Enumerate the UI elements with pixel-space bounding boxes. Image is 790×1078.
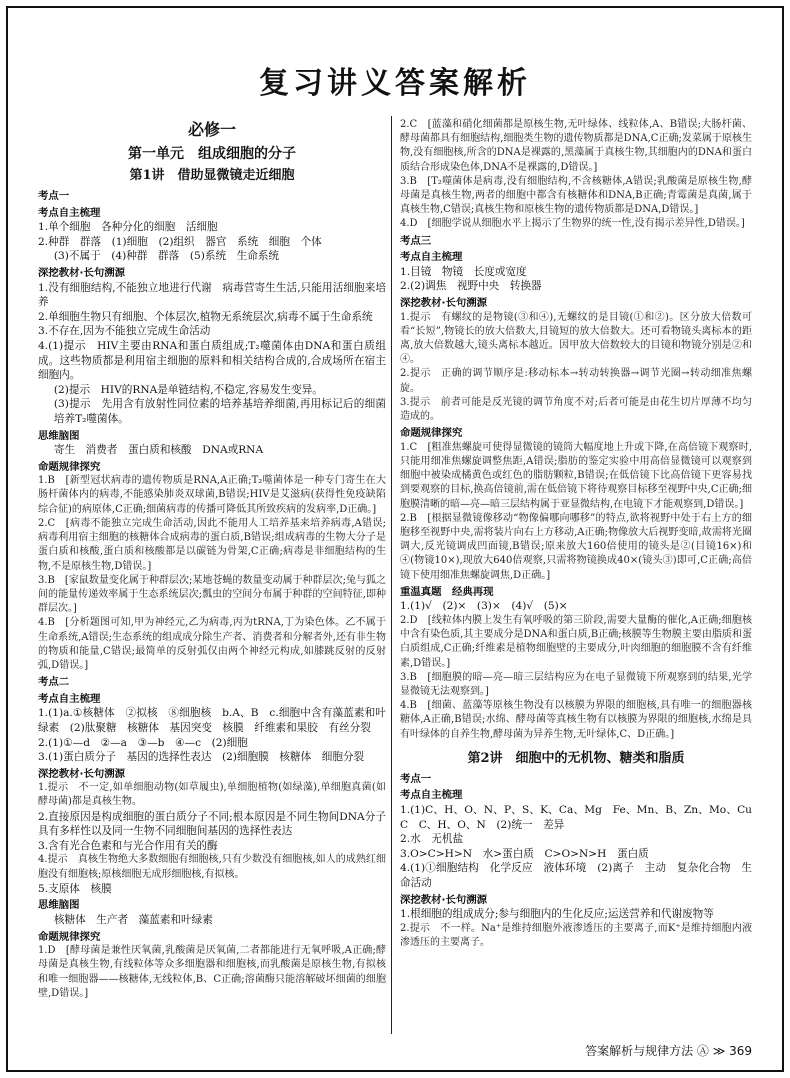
answer-line: 4.(1)提示 HIV主要由RNA和蛋白质组成;T₂噬菌体由DNA和蛋白质组成。这些物质都是利用宿主细胞的原料和相关结构合成的,合成场所在宿主细胞内。 bbox=[38, 339, 386, 382]
answer-line: 1.(1)√ (2)× (3)× (4)√ (5)× bbox=[400, 600, 568, 613]
section-heading: 命题规律探究 bbox=[400, 427, 463, 440]
section-heading: 考点自主梳理 bbox=[400, 789, 463, 802]
answer-line: 2.(2)调焦 视野中央 转换器 bbox=[400, 280, 542, 293]
answer-explanation: 2.C [病毒不能独立完成生命活动,因此不能用人工培养基来培养病毒,A错误;病毒利用宿主细胞的核糖体合成病毒的蛋白质,B错误;组成病毒的生物大分子是蛋白质和核酸,蛋白质和核酸都是以碳链为骨架,C正确;病毒是非细胞结构的生物,不是原核生物,D错误。] bbox=[38, 517, 386, 572]
answer-line: 1.(1)a.①核糖体 ②拟核 ⑧细胞核 b.A、B c.细胞中含有藻蓝素和叶绿素 (2)肽聚糖 核糖体 基因突变 核膜 纤维素和果胶 有丝分裂 bbox=[38, 707, 386, 734]
answer-explanation: 4.D [细胞学说从细胞水平上揭示了生物界的统一性,没有揭示差异性,D错误。] bbox=[400, 218, 745, 230]
answer-explanation: 3.B [T₂噬菌体是病毒,没有细胞结构,不含核糖体,A错误;乳酸菌是原核生物,酵母菌是真核生物,两者的细胞中都含有核糖体和DNA,B正确;青霉菌是真菌,属于真核生物,C错误;真核生物和原核生物的遗传物质都是DNA,D错误。] bbox=[400, 175, 752, 216]
answer-explanation: 2.提示 不一样。Na⁺是维持细胞外液渗透压的主要离子,而K⁺是维持细胞内液渗透压的主要离子。 bbox=[400, 922, 752, 948]
right-content-top bbox=[400, 118, 752, 742]
section-heading: 深挖教材·长句溯源 bbox=[38, 266, 126, 279]
answer-explanation: 3.提示 前者可能是反光镜的调节角度不对;后者可能是由花生切片厚薄不均匀造成的。 bbox=[400, 396, 752, 423]
answer-line: 2.(1)①—d ②—a ③—b ④—c (2)细胞 bbox=[38, 736, 248, 749]
page-footer: 答案解析与规律方法 Ⓐ ≫ 369 bbox=[585, 1044, 752, 1058]
answer-line: 2.水 无机盐 bbox=[400, 833, 464, 846]
answer-line: (3)提示 先用含有放射性同位素的培养基培养细菌,再用标记后的细菌培养T₂噬菌体。 bbox=[53, 398, 386, 425]
answer-explanation: 3.B [家鼠数量变化属于种群层次;某地苍蝇的数量变动属于种群层次;兔与狐之间的能量传递效率属于生态系统层次;瓢虫的空间分布属于种群的空间特征,即种群层次。] bbox=[38, 574, 386, 615]
left-content bbox=[38, 189, 386, 1001]
section-heading: 考点一 bbox=[400, 772, 432, 785]
answer-explanation: 4.提示 真核生物绝大多数细胞有细胞核,只有少数没有细胞核,如人的成熟红细胞没有细胞核;原核细胞无成形细胞核,有拟核。 bbox=[38, 854, 386, 880]
unit-title: 第一单元 组成细胞的分子 bbox=[128, 146, 296, 162]
answer-line: 1.(1)C、H、O、N、P、S、K、Ca、Mg Fe、Mn、B、Zn、Mo、Cu C C、H、O、N (2)统一 差异 bbox=[400, 804, 763, 831]
answer-explanation: 4.B [细菌、蓝藻等原核生物没有以核膜为界限的细胞核,具有唯一的细胞器核糖体,A正确,B错误;水绵、酵母菌等真核生物有以核膜为界限的细胞核,水绵是具有叶绿体的自养生物,酵母菌为异养生物,无叶绿体,C、D正确。] bbox=[400, 700, 752, 740]
lecture2-title: 第2讲 细胞中的无机物、糖类和脂质 bbox=[467, 750, 685, 766]
answer-line: 3.(1)蛋白质分子 基因的选择性表达 (2)细胞膜 核糖体 细胞分裂 bbox=[38, 751, 365, 764]
answer-explanation: 2.B [根据显微镜像移动“物像偏哪向哪移”的特点,欲将视野中处于右上方的细胞移至视野中央,需将装片向右上方移动,A正确;物像放大后视野变暗,故需将光圈调大,反光镜调成凹面镜,B错误;原来放大160倍使用的镜头是②(目镜16×)和④(物镜10×),现放大640倍观察,只需将物镜换成40×(镜头③)即可,C正确;高倍镜下使用细准焦螺旋调焦,D正确。] bbox=[400, 512, 752, 581]
section-heading: 深挖教材·长句溯源 bbox=[400, 297, 488, 309]
answer-explanation: 1.提示 不一定,如单细胞动物(如草履虫),单细胞植物(如绿藻),单细胞真菌(如酵母菌)都是真核生物。 bbox=[38, 782, 386, 808]
section-heading: 考点一 bbox=[38, 190, 70, 202]
answer-line: 4.(1)①细胞结构 化学反应 液体环境 (2)离子 主动 复杂化合物 生命活动 bbox=[400, 862, 752, 890]
answer-line: 寄生 消费者 蛋白质和核酸 DNA或RNA bbox=[53, 444, 264, 457]
right-content-bottom bbox=[400, 772, 763, 950]
lecture-title: 第1讲 借助显微镜走近细胞 bbox=[129, 168, 295, 183]
answer-explanation: 2.D [线粒体内膜上发生有氧呼吸的第三阶段,需要大量酶的催化,A正确;细胞核中含有染色质,其主要成分是DNA和蛋白质,B正确;核膜等生物膜主要由脂质和蛋白质组成,C正确;纤维素是植物细胞壁的主要成分,叶肉细胞的细胞膜不含有纤维素,D错误。] bbox=[400, 615, 752, 669]
section-heading: 命题规律探究 bbox=[38, 460, 101, 473]
answer-line: 3.含有光合色素和与光合作用有关的酶 bbox=[38, 839, 218, 852]
book-title: 必修一 bbox=[187, 120, 236, 139]
section-heading: 命题规律探究 bbox=[38, 930, 101, 943]
answer-explanation: 1.B [新型冠状病毒的遗传物质是RNA,A正确;T₂噬菌体是一种专门寄生在大肠杆菌体内的病毒,不能感染肺炎双球菌,B错误;HIV是艾滋病(获得性免疫缺陷综合征)的病原体,C正确;细菌病毒的传播可降低其所致疾病的发病率,D正确。] bbox=[38, 475, 386, 515]
answer-explanation: 1.C [粗准焦螺旋可使得显微镜的镜筒大幅度地上升或下降,在高倍镜下观察时,只能用细准焦螺旋调整焦距,A错误;脂肪的鉴定实验中用高倍显微镜可以观察到细胞中被染成橘黄色或红色的脂肪颗粒,B错误;在低倍镜下比高倍镜下更容易找到要观察的目标,换高倍镜前,需在低倍镜下将待观察目标移至视野中央,C正确;细胞膜清晰的暗—亮—暗三层结构属于亚显微结构,在电镜下才能观察到,D错误。] bbox=[400, 441, 752, 510]
answer-line: 3.不存在,因为不能独立完成生命活动 bbox=[38, 325, 211, 338]
section-heading: 考点三 bbox=[400, 234, 432, 247]
answer-explanation: 4.B [分析题图可知,甲为神经元,乙为病毒,丙为tRNA,丁为染色体。乙不属于生命系统,A错误;生态系统的组成成分除生产者、消费者和分解者外,还有非生物的物质和能量,C错误;最简单的反射弧仅由两个神经元构成,如膝跳反射的反射弧,D错误。] bbox=[38, 617, 386, 671]
answer-line: 2.种群 群落 (1)细胞 (2)组织 器官 系统 细胞 个体 bbox=[38, 235, 322, 248]
page-title: 复习讲义答案解析 bbox=[259, 66, 531, 101]
answer-explanation: 1.D [酵母菌是兼性厌氧菌,乳酸菌是厌氧菌,二者都能进行无氧呼吸,A正确;酵母菌是真核生物,有线粒体等众多细胞器和细胞核,而乳酸菌是原核生物,有拟核和唯一细胞器——核糖体,无线粒体,B、C正确;溶菌酶只能溶解破坏细菌的细胞壁,D错误。] bbox=[38, 945, 386, 999]
answer-line: 核糖体 生产者 藻蓝素和叶绿素 bbox=[53, 914, 213, 927]
section-heading: 重温真题 经典再现 bbox=[400, 585, 494, 598]
left-column bbox=[38, 118, 386, 1001]
answer-line: 5.支原体 核膜 bbox=[38, 882, 112, 895]
answer-line: (3)不属于 (4)种群 群落 (5)系统 生命系统 bbox=[53, 250, 280, 263]
section-heading: 考点二 bbox=[38, 676, 70, 689]
answer-explanation: 1.提示 有螺纹的是物镜(③和④),无螺纹的是目镜(①和②)。区分放大倍数可看“长短”,物镜长的放大倍数大,目镜短的放大倍数大。还可看物镜头离标本的距离,放大倍数越大,镜头离标本越近。因甲放大倍数较大的目镜和物镜分别是②和④。 bbox=[400, 311, 752, 366]
column-divider bbox=[391, 116, 392, 1034]
answer-explanation: 2.提示 正确的调节顺序是:移动标本→转动转换器→调节光圈→转动细准焦螺旋。 bbox=[400, 368, 752, 394]
section-heading: 深挖教材·长句溯源 bbox=[400, 893, 488, 906]
right-column bbox=[400, 118, 763, 950]
section-heading: 考点自主梳理 bbox=[38, 692, 101, 705]
section-heading: 思维脑图 bbox=[38, 429, 80, 442]
section-heading: 深挖教材·长句溯源 bbox=[38, 767, 126, 780]
section-heading: 考点自主梳理 bbox=[38, 206, 101, 219]
answer-explanation: 2.C [蓝藻和硝化细菌都是原核生物,无叶绿体、线粒体,A、B错误;大肠杆菌、酵母菌都具有细胞结构,细胞类生物的遗传物质都是DNA,C正确;发菜属于原核生物,没有细胞核,所含的DNA是裸露的,黑藻属于真核生物,其细胞内的DNA和蛋白质结合形成染色体,DNA不是裸露的,D错误。] bbox=[400, 119, 752, 173]
section-heading: 考点自主梳理 bbox=[400, 251, 463, 264]
answer-line: (2)提示 HIV的RNA是单链结构,不稳定,容易发生变异。 bbox=[53, 383, 323, 396]
answer-line: 1.目镜 物镜 长度或宽度 bbox=[400, 265, 527, 278]
answer-line: 2.直接原因是构成细胞的蛋白质分子不同;根本原因是不同生物间DNA分子具有多样性以及同一生物不同细胞间基因的选择性表达 bbox=[38, 810, 386, 838]
answer-line: 3.O>C>H>N 水>蛋白质 C>O>N>H 蛋白质 bbox=[400, 847, 649, 860]
section-heading: 思维脑图 bbox=[38, 899, 80, 912]
answer-line: 1.单个细胞 各种分化的细胞 活细胞 bbox=[38, 221, 218, 234]
answer-line: 1.根细胞的组成成分;参与细胞内的生化反应;运送营养和代谢废物等 bbox=[400, 908, 714, 921]
answer-explanation: 3.B [细胞膜的暗—亮—暗三层结构应为在电子显微镜下所观察到的结果,光学显微镜无法观察到。] bbox=[400, 671, 752, 698]
answer-line: 2.单细胞生物只有细胞、个体层次,植物无系统层次,病毒不属于生命系统 bbox=[38, 310, 373, 323]
answer-line: 1.没有细胞结构,不能独立地进行代谢 病毒营寄生生活,只能用活细胞来培养 bbox=[38, 281, 386, 309]
